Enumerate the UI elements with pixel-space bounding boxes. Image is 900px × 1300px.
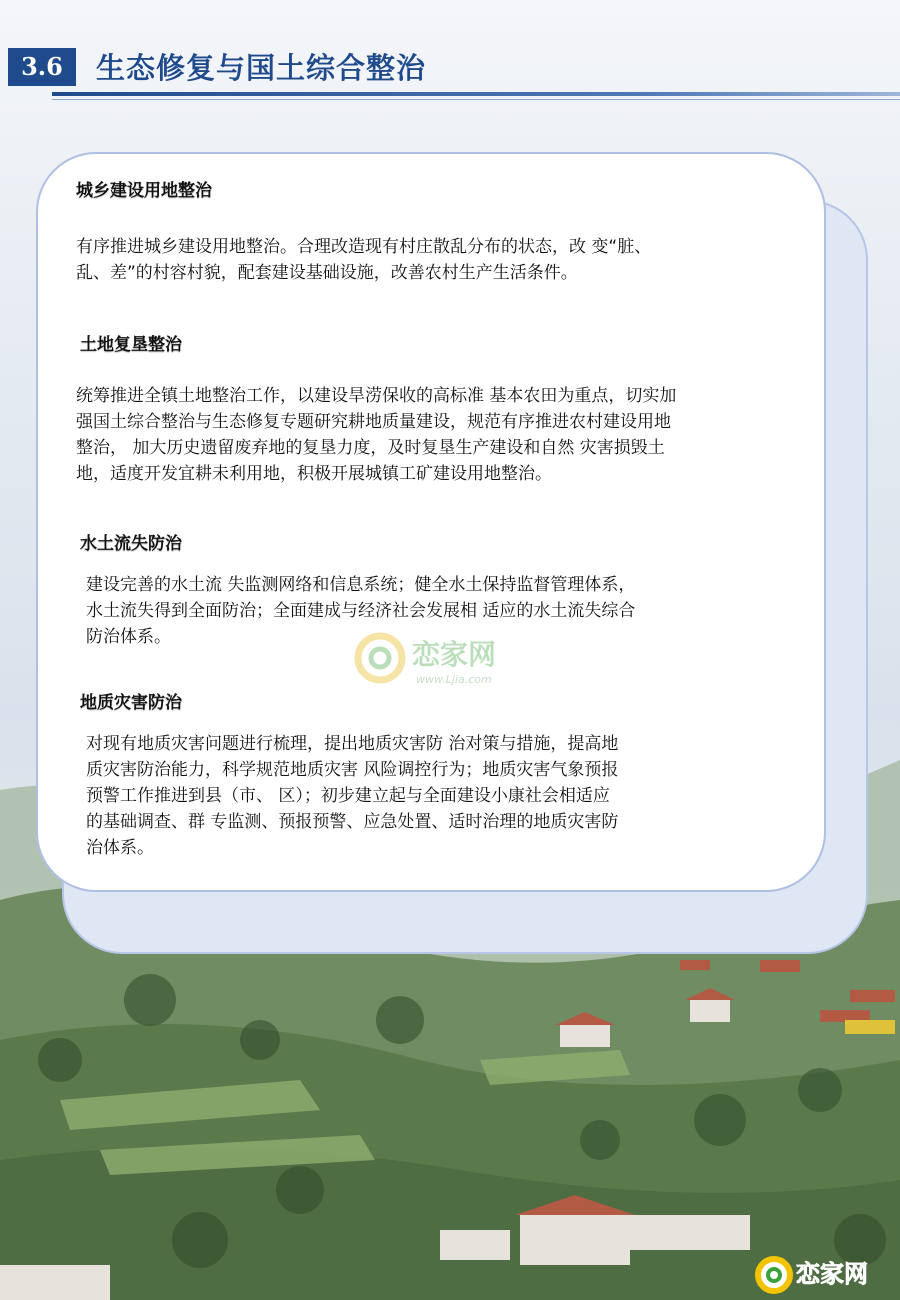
section-body-land-reclamation xyxy=(76,383,676,487)
text-line: 质灾害防治能力，科学规范地质灾害 风险调控行为；地质灾害气象预报 xyxy=(86,760,619,780)
text-line: 建设完善的水土流 失监测网络和信息系统；健全水土保持监督管理体系， xyxy=(86,575,636,595)
watermark-logo xyxy=(350,620,540,690)
section-body-urban-rural xyxy=(76,234,651,286)
text-line: 预警工作推进到县（市、 区）；初步建立起与全面建设小康社会相适应 xyxy=(86,786,610,806)
text-line: 地，适度开发宜耕未利用地，积极开展城镇工矿建设用地整治。 xyxy=(76,464,552,484)
section-header xyxy=(0,0,900,110)
text-line: 对现有地质灾害问题进行梳理，提出地质灾害防 治对策与措施，提高地 xyxy=(86,734,619,754)
text-line: 乱、差”的村容村貌，配套建设基础设施，改善农村生产生活条件。 xyxy=(76,263,578,283)
text-line: 防治体系。 xyxy=(86,627,171,647)
text-line: 水土流失得到全面防治；全面建成与经济社会发展相 适应的水土流失综合 xyxy=(86,601,636,621)
text-line: 的基础调查、群 专监测、预报预警、应急处置、适时治理的地质灾害防 xyxy=(86,812,619,832)
section-body-geological-hazard xyxy=(86,731,618,861)
text-line: 整治， 加大历史遗留废弃地的复垦力度，及时复垦生产建设和自然 灾害损毁土 xyxy=(76,438,665,458)
header-divider-thin xyxy=(52,99,900,100)
snail-logo-icon xyxy=(350,620,540,690)
svg-text:恋家网: 恋家网 xyxy=(796,1260,868,1288)
text-line: 有序推进城乡建设用地整治。合理改造现有村庄散乱分布的状态，改 变“脏、 xyxy=(76,237,652,257)
text-line: 强国土综合整治与生态修复专题研究耕地质量建设，规范有序推进农村建设用地 xyxy=(76,412,671,432)
section-heading-geological-hazard: 地质灾害防治 xyxy=(80,693,182,713)
page-title: 生态修复与国土综合整治 xyxy=(96,51,427,85)
section-heading-urban-rural: 城乡建设用地整治 xyxy=(76,181,212,201)
header-divider xyxy=(52,92,900,96)
text-line: 统筹推进全镇土地整治工作，以建设旱涝保收的高标准 基本农田为重点，切实加 xyxy=(76,386,677,406)
section-heading-soil-erosion: 水土流失防治 xyxy=(80,534,182,554)
section-number: 3.6 xyxy=(8,48,76,86)
text-line: 治体系。 xyxy=(86,838,154,858)
section-heading-land-reclamation: 土地复垦整治 xyxy=(80,335,182,355)
snail-logo-icon xyxy=(752,1248,892,1296)
brand-logo xyxy=(752,1248,892,1296)
svg-text:www.Ljia.com: www.Ljia.com xyxy=(416,673,492,686)
svg-text:恋家网: 恋家网 xyxy=(412,638,497,671)
